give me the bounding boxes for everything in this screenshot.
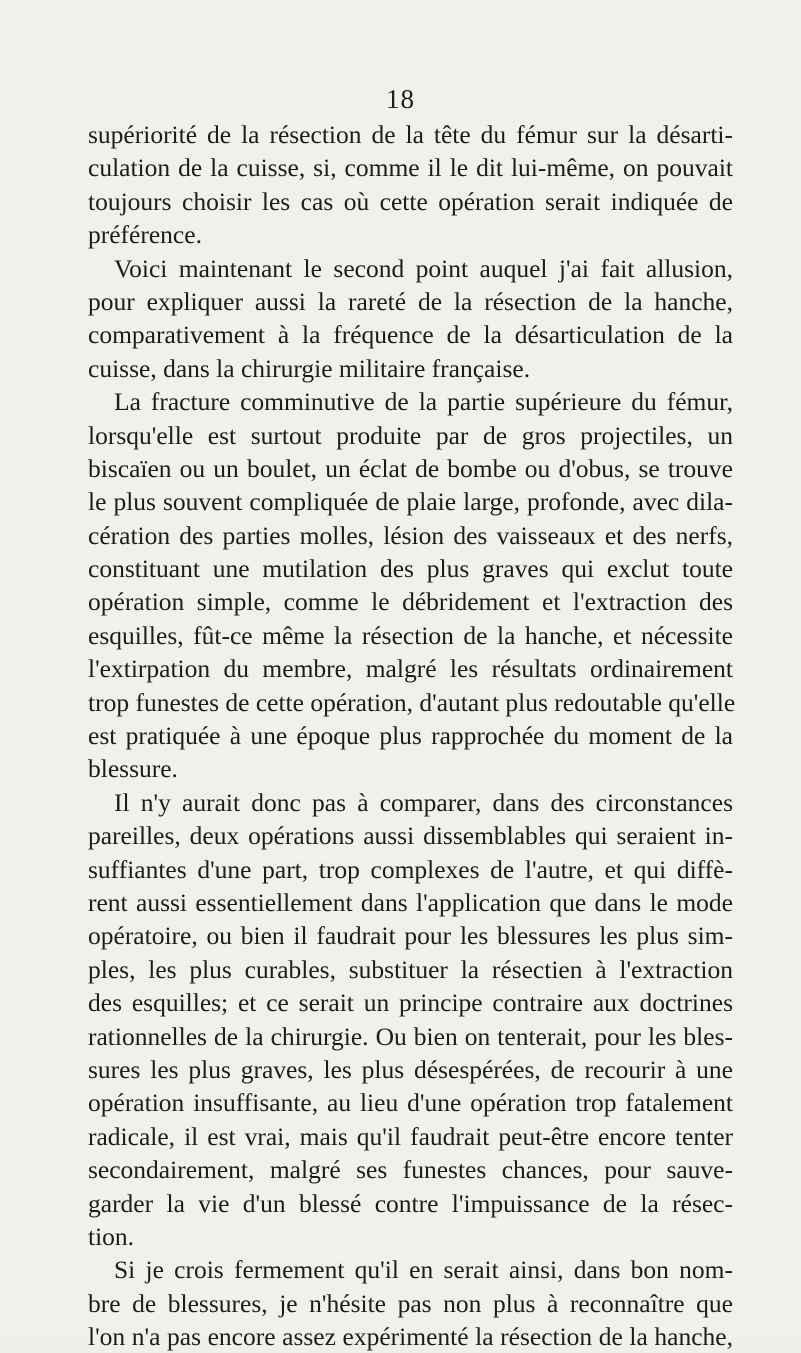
text-line: rent aussi essentiellement dans l'application que dans le mode bbox=[88, 887, 733, 917]
text-line: des esquilles; et ce serait un principe contraire aux doctrines bbox=[88, 988, 733, 1018]
text-line: Voici maintenant le second point auquel j'ai fait allusion, bbox=[114, 253, 733, 283]
page-number: 18 bbox=[386, 84, 415, 114]
text-line: est pratiquée à une époque plus rapprochée du moment de la bbox=[88, 721, 733, 751]
text-line: Si je crois fermement qu'il en serait ainsi, dans bon nom- bbox=[114, 1255, 733, 1285]
text-line: La fracture comminutive de la partie supérieure du fémur, bbox=[114, 387, 733, 417]
text-line: supériorité de la résection de la tête du fémur sur la désarti- bbox=[88, 120, 733, 149]
text-line: sures les plus graves, les plus désespérées, de recourir à une bbox=[88, 1054, 733, 1084]
text-line: trop funestes de cette opération, d'autant plus redoutable qu'elle bbox=[88, 687, 736, 717]
text-line: l'extirpation du membre, malgré les résultats ordinairement bbox=[88, 654, 733, 684]
text-line: blessure. bbox=[88, 754, 178, 784]
text-line: culation de la cuisse, si, comme il le dit lui-même, on pouvait bbox=[88, 153, 733, 183]
text-line: radicale, il est vrai, mais qu'il faudrait peut-être encore tenter bbox=[88, 1121, 733, 1151]
text-line: le plus souvent compliquée de plaie large, profonde, avec dila- bbox=[88, 487, 733, 517]
text-line: comparativement à la fréquence de la désarticulation de la bbox=[88, 320, 733, 350]
text-line: opération simple, comme le débridement et l'extraction des bbox=[88, 587, 733, 617]
text-line: garder la vie d'un blessé contre l'impuissance de la résec- bbox=[88, 1188, 733, 1218]
text-line: toujours choisir les cas où cette opération serait indiquée de bbox=[88, 186, 733, 216]
text-line: esquilles, fût-ce même la résection de la hanche, et nécessite bbox=[88, 620, 733, 650]
text-line: constituant une mutilation des plus graves qui exclut toute bbox=[88, 554, 733, 584]
text-line: bre de blessures, je n'hésite pas non plus à reconnaître que bbox=[88, 1288, 733, 1318]
text-line: tion. bbox=[88, 1221, 135, 1251]
text-line: lorsqu'elle est surtout produite par de gros projectiles, un bbox=[88, 420, 733, 450]
text-line: rationnelles de la chirurgie. Ou bien on tenterait, pour les bles- bbox=[88, 1021, 733, 1051]
text-line: l'on n'a pas encore assez expérimenté la résection de la hanche, bbox=[88, 1322, 733, 1352]
text-line: cération des parties molles, lésion des vaisseaux et des nerfs, bbox=[88, 520, 733, 550]
text-line: secondairement, malgré ses funestes chances, pour sauve- bbox=[88, 1155, 733, 1185]
text-line: opératoire, ou bien il faudrait pour les blessures les plus sim- bbox=[88, 921, 733, 951]
text-line: pour expliquer aussi la rareté de la résection de la hanche, bbox=[88, 286, 733, 316]
text-line: préférence. bbox=[88, 220, 202, 250]
text-line: biscaïen ou un boulet, un éclat de bombe ou d'obus, se trouve bbox=[88, 453, 733, 483]
text-line: cuisse, dans la chirurgie militaire française. bbox=[88, 353, 531, 383]
text-line: suffiantes d'une part, trop complexes de l'autre, et qui diffè- bbox=[88, 854, 733, 884]
body-text bbox=[88, 118, 736, 1353]
text-line: pareilles, deux opérations aussi dissemblables qui seraient in- bbox=[88, 821, 733, 851]
text-line: Il n'y aurait donc pas à comparer, dans des circonstances bbox=[114, 787, 733, 817]
text-line: ples, les plus curables, substituer la résectien à l'extraction bbox=[88, 954, 733, 984]
text-line: opération insuffisante, au lieu d'une opération trop fatalement bbox=[88, 1088, 733, 1118]
